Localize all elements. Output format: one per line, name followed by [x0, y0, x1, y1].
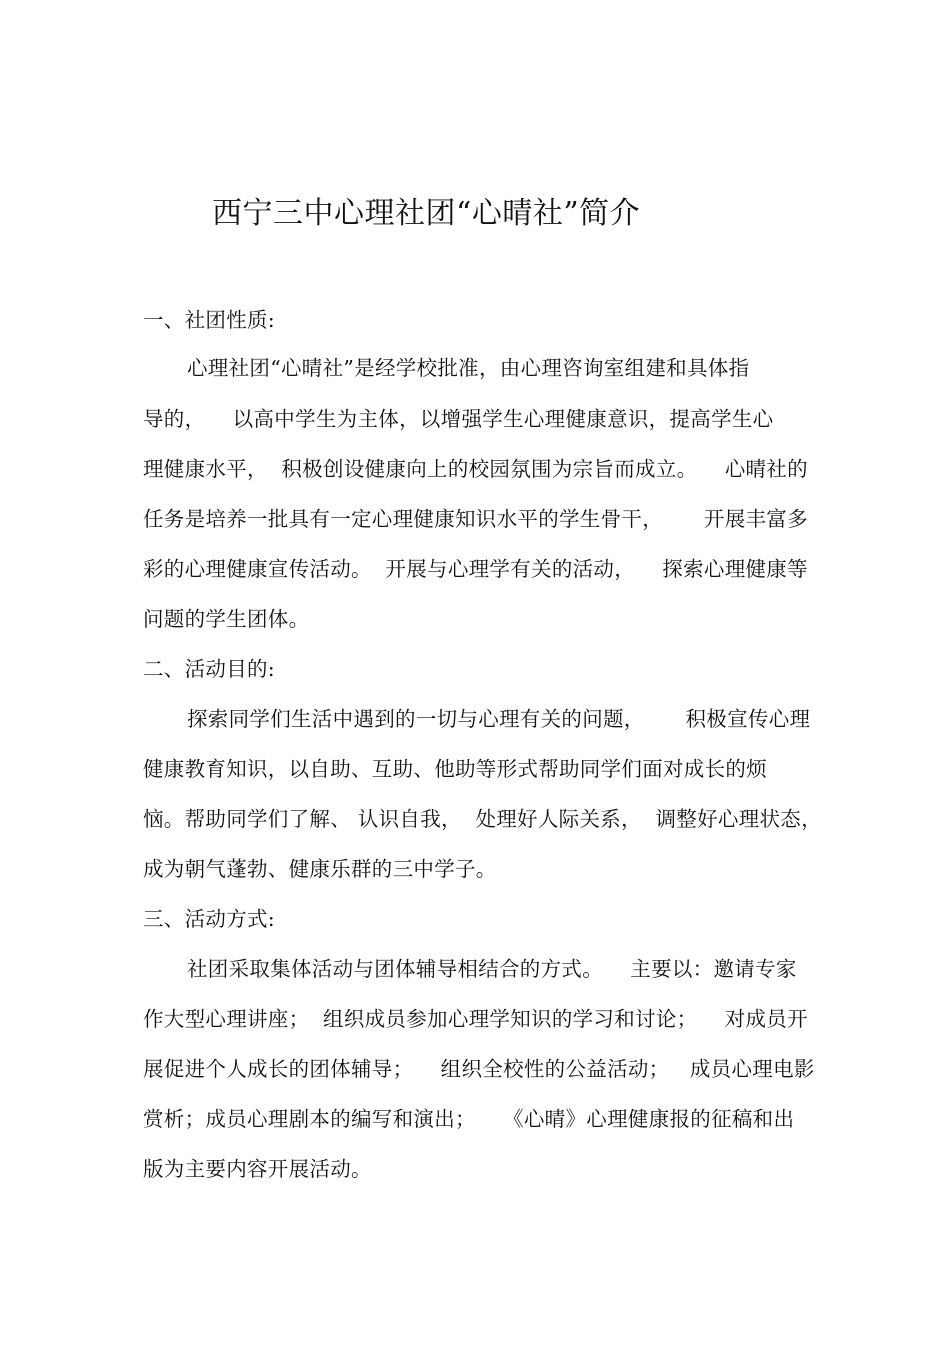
paragraph-line: 心理社团“心晴社”是经学校批准，由心理咨询室组建和具体指: [187, 356, 750, 380]
paragraph-line: 理健康水平， 积极创设健康向上的校园氛围为宗旨而成立。 心晴社的: [143, 457, 808, 481]
paragraph-line: 彩的心理健康宣传活动。 开展与心理学有关的活动， 探索心理健康等: [143, 557, 808, 581]
paragraph-line: 版为主要内容开展活动。: [143, 1157, 372, 1181]
paragraph-line: 恼。帮助同学们了解、 认识自我， 处理好人际关系， 调整好心理状态，: [143, 807, 822, 831]
paragraph-line: 导的， 以高中学生为主体，以增强学生心理健康意识，提高学生心: [143, 407, 774, 431]
paragraph-line: 成为朝气蓬勃、健康乐群的三中学子。: [143, 857, 497, 881]
paragraph-line: 探索同学们生活中遇到的一切与心理有关的问题， 积极宣传心理: [187, 707, 811, 731]
paragraph-line: 展促进个人成长的团体辅导； 组织全校性的公益活动； 成员心理电影: [143, 1057, 815, 1081]
section-heading-method: 三、活动方式:: [143, 907, 276, 931]
paragraph-line: 社团采取集体活动与团体辅导相结合的方式。 主要以：邀请专家: [187, 957, 797, 981]
paragraph-line: 赏析；成员心理剧本的编写和演出； 《心晴》心理健康报的征稿和出: [143, 1107, 795, 1131]
paragraph-line: 问题的学生团体。: [143, 607, 310, 631]
paragraph-line: 作大型心理讲座； 组织成员参加心理学知识的学习和讨论； 对成员开: [143, 1007, 808, 1031]
section-heading-nature: 一、社团性质:: [143, 308, 276, 332]
page-title: 西宁三中心理社团“心晴社”简介: [212, 196, 641, 231]
paragraph-line: 任务是培养一批具有一定心理健康知识水平的学生骨干， 开展丰富多: [143, 507, 808, 531]
paragraph-line: 健康教育知识，以自助、互助、他助等形式帮助同学们面对成长的烦: [143, 757, 767, 781]
section-heading-purpose: 二、活动目的:: [143, 657, 276, 681]
